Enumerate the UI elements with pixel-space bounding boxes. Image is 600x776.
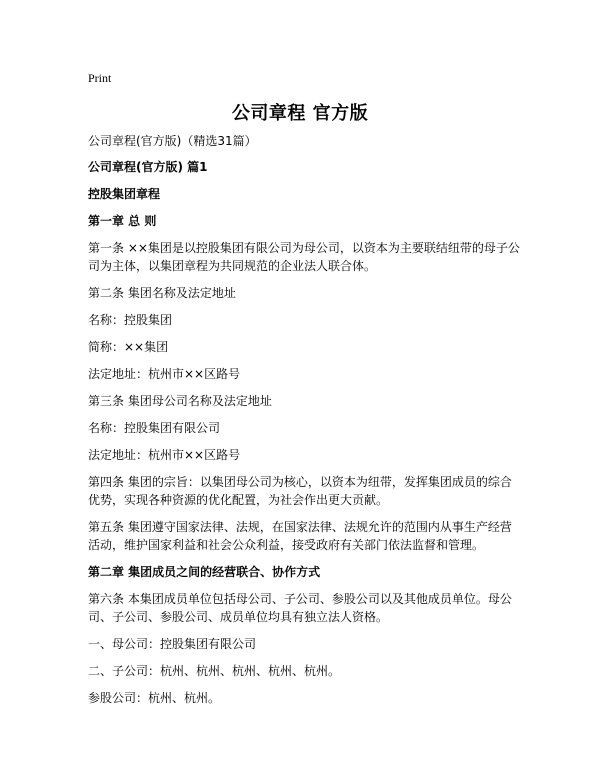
paragraph: 名称：控股集团 [88,313,173,327]
document-subtitle: 公司章程(官方版)（精选31篇） [88,134,257,148]
paragraph: 一、母公司：控股集团有限公司 [88,637,257,651]
chapter-2-heading: 第二章 集团成员之间的经营联合、协作方式 [88,565,321,579]
document-heading: 控股集团章程 [88,187,161,201]
print-link[interactable]: Print [88,71,112,85]
paragraph: 法定地址：杭州市××区路号 [88,367,241,381]
chapter-1-heading: 第一章 总 则 [88,214,157,228]
paragraph: 第五条 集团遵守国家法律、法规，在国家法律、法规允许的范围内从事生产经营活动，维护国家利益和社会公众利益，接受政府有关部门依法监督和管理。 [88,520,512,552]
paragraph: 简称：××集团 [88,340,169,354]
document-body [88,132,520,716]
paragraph: 名称：控股集团有限公司 [88,421,221,435]
paragraph: 法定地址：杭州市××区路号 [88,448,241,462]
paragraph: 第二条 集团名称及法定地址 [88,286,236,300]
paragraph: 二、子公司：杭州、杭州、杭州、杭州、杭州。 [88,664,341,678]
page-title: 公司章程 官方版 [231,103,369,124]
paragraph: 第四条 集团的宗旨：以集团母公司为核心，以资本为纽带，发挥集团成员的综合优势，实现各种资源的优化配置，为社会作出更大贡献。 [88,475,512,507]
paragraph: 参股公司：杭州、杭州。 [88,691,221,705]
section-heading: 公司章程(官方版) 篇1 [88,160,208,174]
paragraph: 第三条 集团母公司名称及法定地址 [88,394,272,408]
paragraph: 第一条 ××集团是以控股集团有限公司为母公司，以资本为主要联结纽带的母子公司为主体，以集团章程为共同规范的企业法人联合体。 [88,241,520,273]
paragraph: 第六条 本集团成员单位包括母公司、子公司、参股公司以及其他成员单位。母公司、子公司、参股公司、成员单位均具有独立法人资格。 [88,592,512,624]
